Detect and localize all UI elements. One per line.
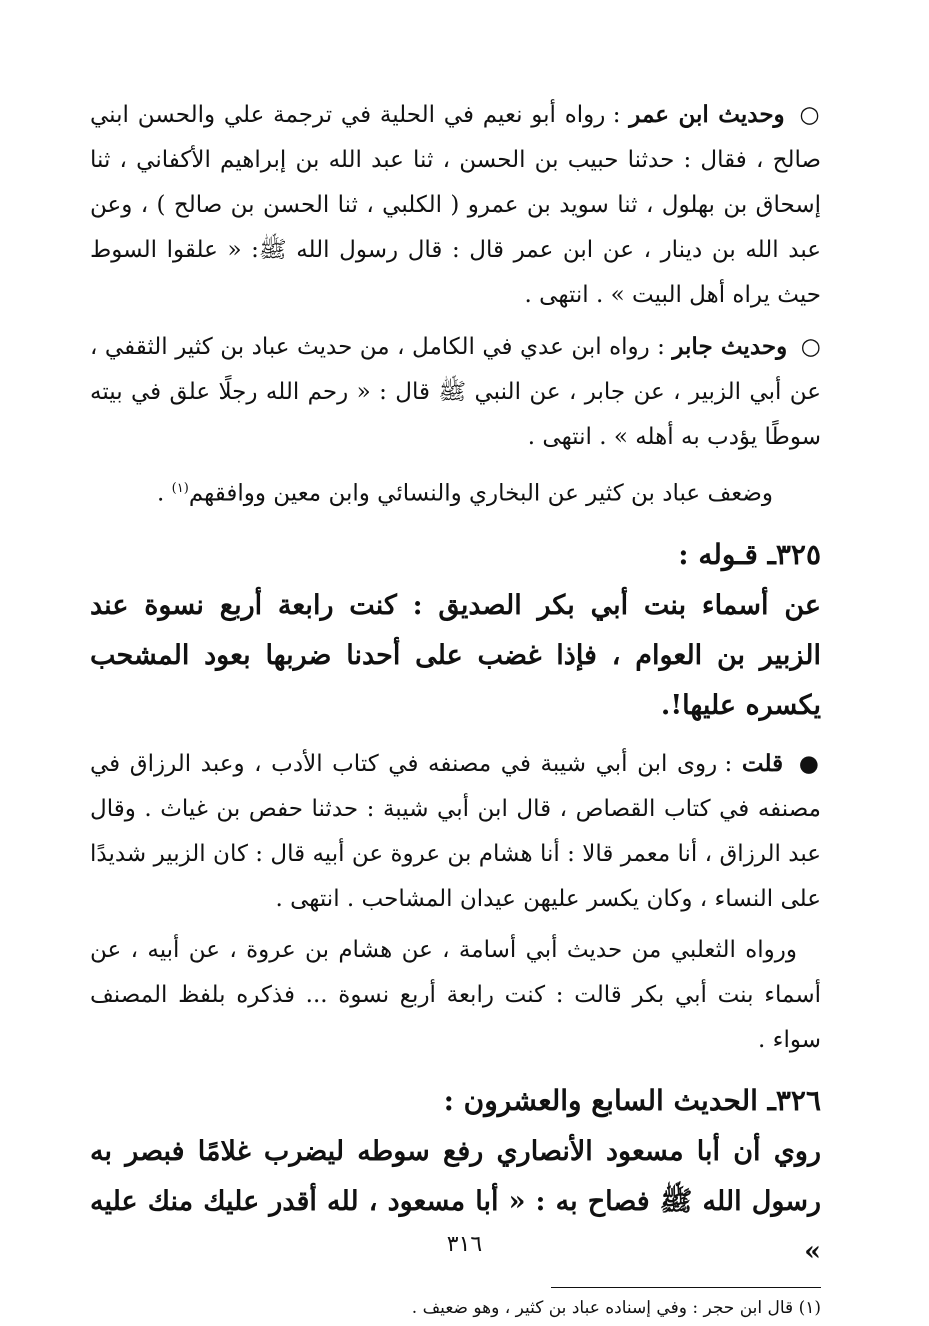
sentence-end: . [157, 480, 165, 507]
section-quote-326: روي أن أبا مسعود الأنصاري رفع سوطه ليضرب غلامًا فبصر به رسول الله ﷺ فصاح به : « أبا مسعود ، لله أقدر عليك منك عليه » [90, 1135, 821, 1267]
footnote-text: قال ابن حجر : وفي إسناده عباد بن كثير ، وهو ضعيف . [411, 1297, 794, 1318]
paragraph-text: : روى ابن أبي شيبة في مصنفه في كتاب الأدب ، وعبد الرزاق في مصنفه في كتاب القصاص ، قال ابن أبي شيبة : حدثنا حفص بن غياث . وقال عبد الرزاق ، أنا معمر قالا : أنا هشام بن عروة عن أبيه قال : كان الزبير شديدًا على النساء ، وكان يكسر عليهن عيدان المشاحب . انتهى . [90, 750, 821, 912]
open-circle-bullet-icon: ○ [800, 334, 822, 360]
paragraph-thalabi [90, 928, 821, 1063]
lead-phrase: وحديث جابر [672, 333, 788, 360]
page-number: ٣١٦ [446, 1232, 483, 1257]
paragraph-weakness-note [90, 466, 821, 517]
paragraph-hadith-jabir [90, 324, 821, 460]
section-heading-325: ٣٢٥ـ قـوله : [678, 537, 821, 571]
footnote-marker: (١) [798, 1297, 821, 1318]
filled-circle-bullet-icon: ● [798, 749, 822, 777]
paragraph-text: : رواه ابن عدي في الكامل ، من حديث عباد بن كثير الثقفي ، عن أبي الزبير ، عن جابر ، عن النبي ﷺ قال : « رحم الله رجلًا علق في بيته سوطًا يؤدب به أهله » . انتهى . [90, 334, 821, 450]
section-quote-325: عن أسماء بنت أبي بكر الصديق : كنت رابعة أربع نسوة عند الزبير بن العوام ، فإذا غضب على أحدنا ضربها بعود المشحب يكسره عليها!. [90, 589, 821, 721]
open-circle-bullet-icon: ○ [799, 102, 821, 128]
paragraph-qultu [90, 741, 821, 922]
footnote-divider [551, 1287, 821, 1288]
lead-phrase: قلت [741, 749, 784, 777]
paragraph-text: : رواه أبو نعيم في الحلية في ترجمة علي والحسن ابني صالح ، فقال : حدثنا حبيب بن الحسن ، ثنا عبد الله بن إبراهيم الأكفاني ، ثنا إسحاق بن بهلول ، ثنا سويد بن عمرو ( الكلبي ، ثنا الحسن بن صالح ) ، وعن عبد الله بن دينار ، عن ابن عمر قال : قال رسول الله ﷺ: « علقوا السوط حيث يراه أهل البيت » . انتهى . [90, 102, 821, 308]
paragraph-text: وضعف عباد بن كثير عن البخاري والنسائي وابن معين ووافقهم [188, 480, 773, 507]
paragraph-text: ورواه الثعلبي من حديث أبي أسامة ، عن هشام بن عروة ، عن أبيه ، عن أسماء بنت أبي بكر قالت : كنت رابعة أربع نسوة ... فذكره بلفظ المصنف سواء . [90, 936, 821, 1053]
lead-phrase: وحديث ابن عمر [629, 101, 785, 128]
footnote-reference[interactable]: (١) [171, 481, 189, 496]
section-heading-326: ٣٢٦ـ الحديث السابع والعشرون : [443, 1083, 821, 1117]
footnote [90, 1294, 821, 1322]
paragraph-hadith-ibn-umar [90, 92, 821, 318]
